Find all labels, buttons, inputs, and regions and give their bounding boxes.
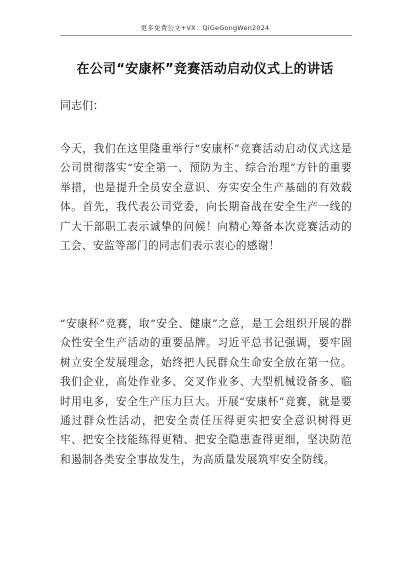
paragraph-text: “安康杯”竞赛，取“安全、健康”之意，是工会组织开展的群众性安全生产活动的重要品牌。习近平总书记强调，要牢固树立安全发展理念，始终把人民群众生命安全放在第一位。我们企业，高处作业多、交叉作业多、大型机械设备多、临时用电多，安全生产压力巨大。开展“安康杯”竞赛，就是要通过群众性活动，把安全责任压得更实把安全意识树得更牢、把安全技能练得更精、把安全隐患查得更细，坚决防范和遏制各类安全事故发生，为高质量发展筑牢安全防线。 [60,318,352,466]
document-title: 在公司“安康杯”竞赛活动启动仪式上的讲话 [76,62,334,77]
paragraph-text: 今天，我们在这里隆重举行“安康杯”竞赛活动启动仪式这是公司贯彻落实“安全第一、预防为主、综合治理”方针的重要举措，也是提升全员安全意识、夯实安全生产基础的有效载体。首先，我代表公司党委，向长期奋战在安全生产一线的广大干部职工表示诚挚的问候！向精心筹备本次竞赛活动的工会、安监等部门的同志们表示衷心的感谢！ [60,143,352,253]
paragraph-1 [60,140,352,256]
paragraph-2 [60,315,352,470]
header-note: 更多免费公文+VX：QiGeGongWen2024 [140,24,270,32]
greeting: 同志们： [60,99,104,112]
header-divider [60,35,352,36]
